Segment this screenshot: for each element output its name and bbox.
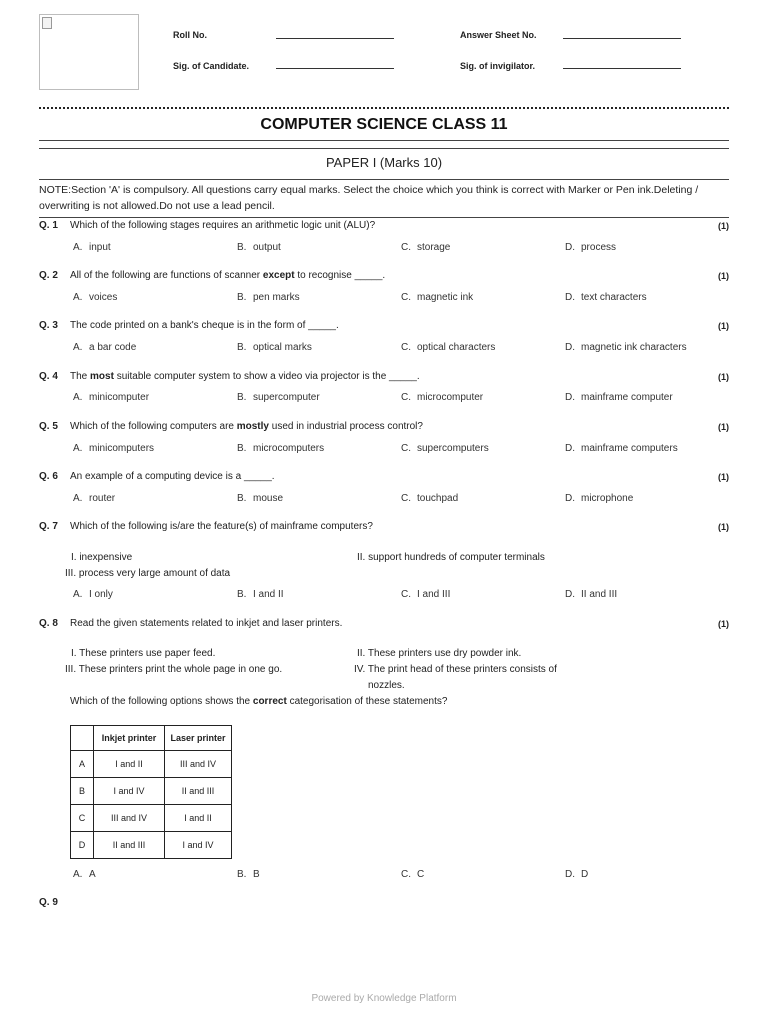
option-c[interactable]: C. storage: [401, 242, 451, 253]
statement: III. process very large amount of data: [65, 568, 231, 579]
sig-invigilator-label: Sig. of invigilator.: [460, 61, 536, 71]
option-c[interactable]: C. supercomputers: [401, 443, 489, 454]
divider: [39, 148, 729, 149]
question-marks: (1): [718, 422, 729, 432]
question-number: Q. 1: [39, 220, 58, 231]
question-text: The most suitable computer system to show a video via projector is the _____.: [70, 371, 420, 382]
question-subtext: Which of the following options shows the correct categorisation of these statements?: [70, 696, 448, 707]
table-row: [71, 751, 232, 778]
divider: [39, 140, 729, 141]
option-b[interactable]: B. optical marks: [237, 342, 312, 353]
statement: I. inexpensive: [71, 552, 133, 563]
question-text: Read the given statements related to inkjet and laser printers.: [70, 618, 343, 629]
option-c[interactable]: C. optical characters: [401, 342, 496, 353]
option-c[interactable]: C. touchpad: [401, 493, 459, 504]
question-marks: (1): [718, 271, 729, 281]
roll-no-label: Roll No.: [173, 30, 207, 40]
table-row: [71, 805, 232, 832]
question-number: Q. 2: [39, 270, 58, 281]
table-header-cell: [71, 726, 94, 751]
question-number: Q. 9: [39, 897, 58, 908]
statement: nozzles.: [368, 680, 405, 691]
question-text: An example of a computing device is a _____.: [70, 471, 275, 482]
footer-credit: Powered by Knowledge Platform: [311, 993, 457, 1004]
option-c[interactable]: C. I and III: [401, 589, 451, 600]
question-number: Q. 3: [39, 320, 58, 331]
statement: I. These printers use paper feed.: [71, 648, 216, 659]
option-c[interactable]: C. C: [401, 869, 425, 880]
option-d[interactable]: D. D: [565, 869, 589, 880]
option-b[interactable]: B. pen marks: [237, 292, 300, 303]
sig-candidate-field[interactable]: [276, 68, 394, 69]
table-header-row: [71, 726, 232, 751]
table-cell: II and III: [165, 778, 232, 805]
statement: II. support hundreds of computer terminals: [357, 552, 545, 563]
table-row: [71, 778, 232, 805]
question-number: Q. 7: [39, 521, 58, 532]
question-text: Which of the following is/are the feature(s) of mainframe computers?: [70, 521, 373, 532]
dotted-divider: [39, 107, 729, 109]
table-header-cell: Inkjet printer: [94, 726, 165, 751]
option-a[interactable]: A. minicomputer: [73, 392, 150, 403]
option-a[interactable]: A. input: [73, 242, 111, 253]
question-text: All of the following are functions of scanner except to recognise _____.: [70, 270, 386, 281]
option-d[interactable]: D. mainframe computers: [565, 443, 678, 454]
table-cell: III and IV: [94, 805, 165, 832]
option-c[interactable]: C. magnetic ink: [401, 292, 474, 303]
question-number: Q. 8: [39, 618, 58, 629]
option-d[interactable]: D. II and III: [565, 589, 618, 600]
option-a[interactable]: A. router: [73, 493, 116, 504]
table-cell: C: [71, 805, 94, 832]
question-marks: (1): [718, 221, 729, 231]
question-number: Q. 4: [39, 371, 58, 382]
roll-no-field[interactable]: [276, 38, 394, 39]
question-text: The code printed on a bank's cheque is in the form of _____.: [70, 320, 339, 331]
statement: II. These printers use dry powder ink.: [357, 648, 522, 659]
question-number: Q. 5: [39, 421, 58, 432]
sig-invigilator-field[interactable]: [563, 68, 681, 69]
table-cell: I and II: [94, 751, 165, 778]
answer-sheet-label: Answer Sheet No.: [460, 30, 537, 40]
answer-sheet-field[interactable]: [563, 38, 681, 39]
divider: [39, 179, 729, 180]
divider: [39, 217, 729, 218]
option-d[interactable]: D. process: [565, 242, 617, 253]
table-cell: A: [71, 751, 94, 778]
option-b[interactable]: B. output: [237, 242, 281, 253]
broken-image-icon: [42, 17, 52, 29]
option-a[interactable]: A. a bar code: [73, 342, 137, 353]
option-d[interactable]: D. text characters: [565, 292, 647, 303]
option-b[interactable]: B. microcomputers: [237, 443, 325, 454]
option-d[interactable]: D. magnetic ink characters: [565, 342, 687, 353]
question-marks: (1): [718, 619, 729, 629]
option-d[interactable]: D. mainframe computer: [565, 392, 673, 403]
sig-candidate-label: Sig. of Candidate.: [173, 61, 250, 71]
statement: IV. The print head of these printers consists of: [354, 664, 557, 675]
question-number: Q. 6: [39, 471, 58, 482]
question-marks: (1): [718, 522, 729, 532]
table-cell: I and II: [165, 805, 232, 832]
table-cell: III and IV: [165, 751, 232, 778]
table-cell: II and III: [94, 832, 165, 859]
option-b[interactable]: B. I and II: [237, 589, 284, 600]
paper-title: PAPER I (Marks 10): [325, 155, 443, 170]
table-cell: B: [71, 778, 94, 805]
option-a[interactable]: A. voices: [73, 292, 118, 303]
option-a[interactable]: A. minicomputers: [73, 443, 155, 454]
table-cell: I and IV: [94, 778, 165, 805]
option-b[interactable]: B. supercomputer: [237, 392, 320, 403]
table-cell: D: [71, 832, 94, 859]
printer-table: [70, 725, 232, 859]
question-text: Which of the following computers are mostly used in industrial process control?: [70, 421, 423, 432]
table-cell: I and IV: [165, 832, 232, 859]
option-c[interactable]: C. microcomputer: [401, 392, 484, 403]
question-text: Which of the following stages requires an arithmetic logic unit (ALU)?: [70, 220, 376, 231]
option-a[interactable]: A. I only: [73, 589, 113, 600]
question-marks: (1): [718, 372, 729, 382]
instructions-note: NOTE:Section 'A' is compulsory. All questions carry equal marks. Select the choice which you think is correct with Marker or Pen ink.Deleting / overwriting is not allowed.Do not use a lead pencil.: [39, 184, 699, 212]
option-b[interactable]: B. B: [237, 869, 260, 880]
option-a[interactable]: A. A: [73, 869, 96, 880]
page-title: COMPUTER SCIENCE CLASS 11: [260, 116, 508, 133]
question-marks: (1): [718, 321, 729, 331]
school-logo-placeholder: [39, 14, 139, 90]
table-row: [71, 832, 232, 859]
option-b[interactable]: B. mouse: [237, 493, 284, 504]
statement: III. These printers print the whole page in one go.: [65, 664, 283, 675]
question-marks: (1): [718, 472, 729, 482]
table-header-cell: Laser printer: [165, 726, 232, 751]
option-d[interactable]: D. microphone: [565, 493, 634, 504]
